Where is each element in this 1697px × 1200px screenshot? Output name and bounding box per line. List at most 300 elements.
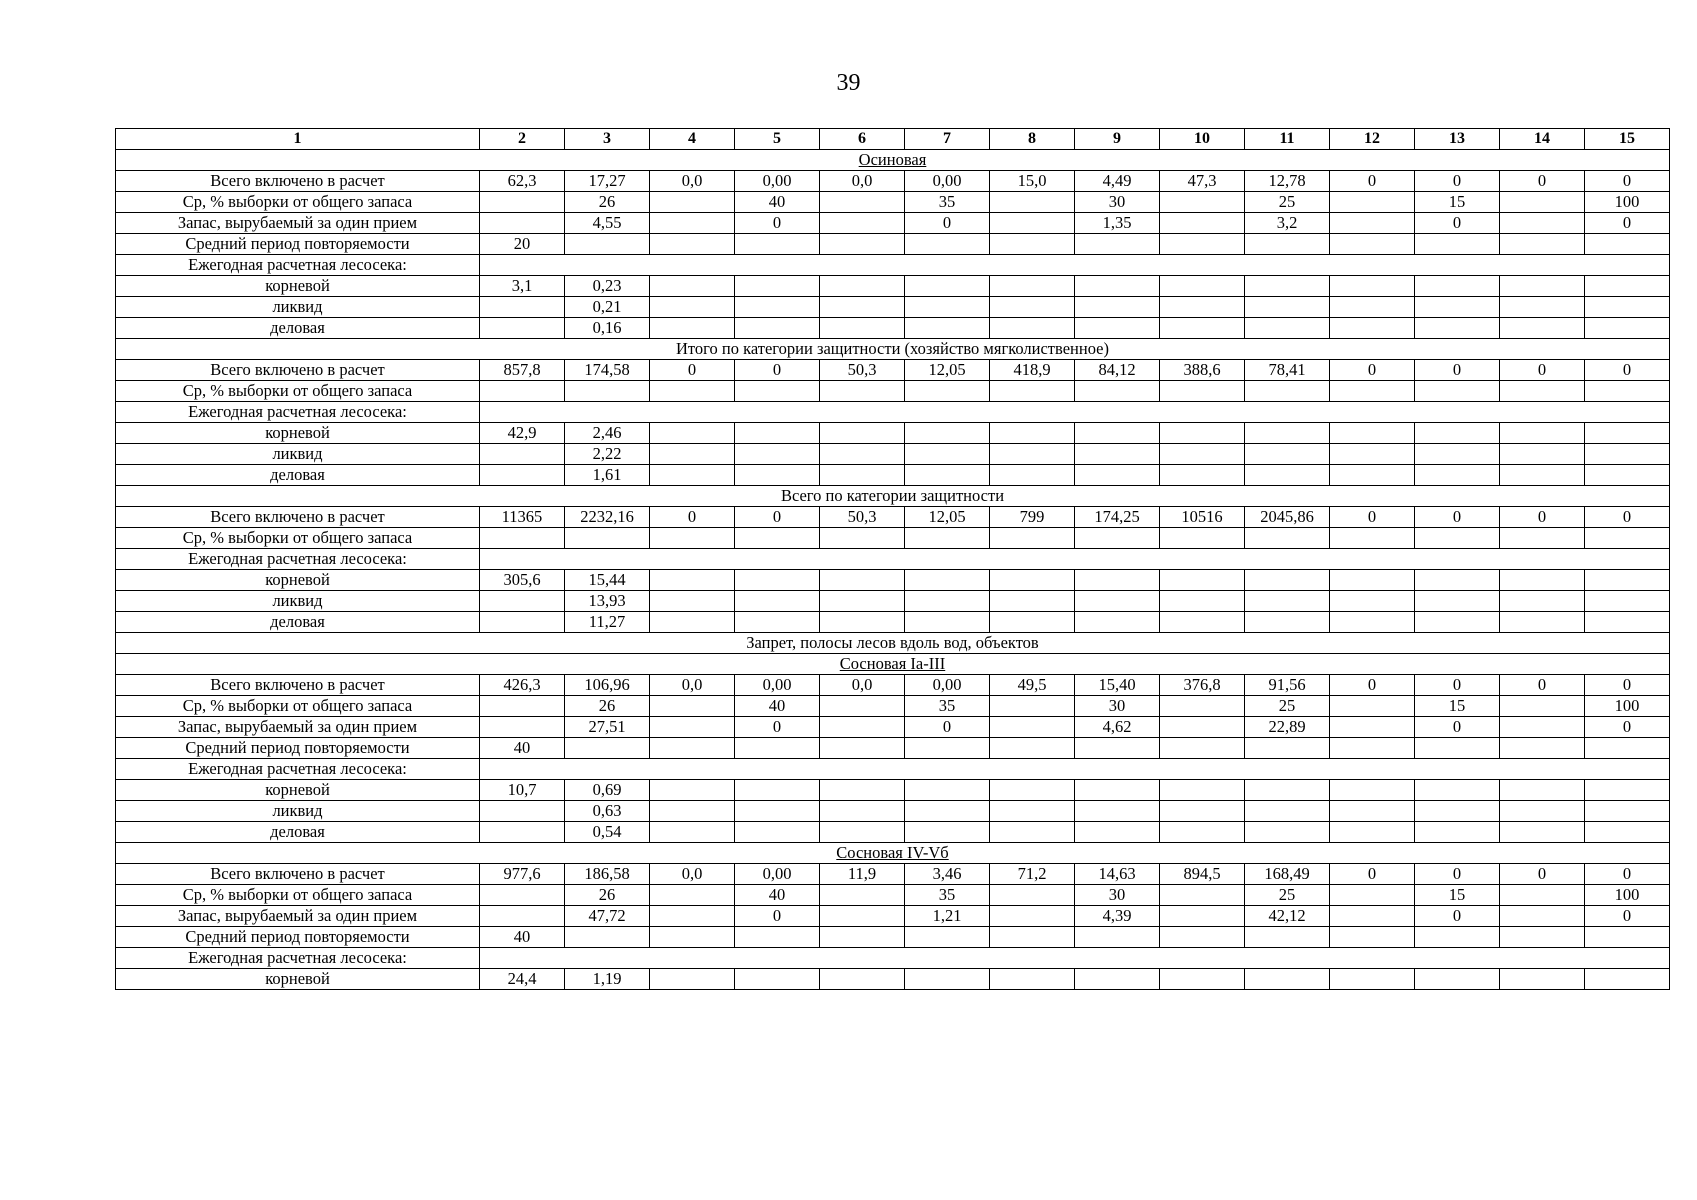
row-label-cell: деловая [116,318,480,339]
value-cell: 977,6 [480,864,565,885]
value-cell [650,717,735,738]
value-cell: 12,05 [905,507,990,528]
value-cell [1330,465,1415,486]
value-cell: 0 [1585,171,1670,192]
value-cell: 0 [735,213,820,234]
value-cell: 168,49 [1245,864,1330,885]
value-cell: 0,00 [735,171,820,192]
value-cell [1500,570,1585,591]
value-cell: 0 [1500,864,1585,885]
value-cell [1330,381,1415,402]
row-label-cell: корневой [116,276,480,297]
value-cell [1585,612,1670,633]
table-row [116,318,1670,339]
section-header-row [116,486,1670,507]
value-cell: 0,0 [820,171,905,192]
value-cell: 50,3 [820,507,905,528]
column-number-cell: 15 [1585,129,1670,150]
section-title-cell [116,843,1670,864]
value-cell [1415,612,1500,633]
value-cell [1500,591,1585,612]
value-cell [905,381,990,402]
value-cell [735,465,820,486]
value-cell: 0 [1585,675,1670,696]
value-cell [1160,213,1245,234]
value-cell: 0 [1500,507,1585,528]
value-cell: 0 [1415,360,1500,381]
value-cell: 25 [1245,696,1330,717]
row-label-cell: Всего включено в расчет [116,864,480,885]
value-cell: 0 [1500,360,1585,381]
value-cell [1160,591,1245,612]
value-cell [990,969,1075,990]
value-cell [480,612,565,633]
row-label-cell: Ежегодная расчетная лесосека: [116,948,480,969]
value-cell [1245,297,1330,318]
value-cell [1330,276,1415,297]
value-cell: 857,8 [480,360,565,381]
value-cell [820,276,905,297]
value-cell [1075,465,1160,486]
value-cell [990,696,1075,717]
value-cell: 15 [1415,885,1500,906]
value-cell [1330,969,1415,990]
value-cell [1330,801,1415,822]
table-row [116,969,1670,990]
value-cell [820,969,905,990]
value-cell [735,276,820,297]
value-cell [990,444,1075,465]
value-cell [905,423,990,444]
value-cell [820,801,905,822]
value-cell [650,465,735,486]
value-cell: 0,63 [565,801,650,822]
value-cell [820,318,905,339]
empty-span-cell [480,759,1670,780]
value-cell [650,297,735,318]
section-title: Запрет, полосы лесов вдоль вод, объектов [746,633,1039,652]
table-row [116,675,1670,696]
value-cell [1585,822,1670,843]
row-label-cell: деловая [116,612,480,633]
value-cell: 4,55 [565,213,650,234]
row-label-cell: ликвид [116,297,480,318]
column-number-cell: 14 [1500,129,1585,150]
value-cell [1500,276,1585,297]
value-cell [820,927,905,948]
value-cell: 62,3 [480,171,565,192]
value-cell: 0,0 [650,864,735,885]
value-cell [1245,528,1330,549]
value-cell [735,528,820,549]
value-cell [990,570,1075,591]
value-cell: 26 [565,192,650,213]
column-number-cell: 6 [820,129,905,150]
table-row [116,717,1670,738]
value-cell [1500,423,1585,444]
value-cell [990,591,1075,612]
value-cell [1160,276,1245,297]
value-cell: 15 [1415,696,1500,717]
value-cell: 0 [1585,906,1670,927]
value-cell [735,612,820,633]
value-cell [1585,234,1670,255]
value-cell: 0 [1330,507,1415,528]
value-cell [820,234,905,255]
value-cell [905,444,990,465]
value-cell [735,591,820,612]
value-cell: 0 [1500,675,1585,696]
value-cell: 388,6 [1160,360,1245,381]
value-cell: 12,05 [905,360,990,381]
value-cell [480,318,565,339]
value-cell [990,612,1075,633]
value-cell [1330,591,1415,612]
value-cell [1160,423,1245,444]
value-cell: 15 [1415,192,1500,213]
value-cell [820,192,905,213]
row-label-cell: Всего включено в расчет [116,507,480,528]
value-cell: 0 [650,360,735,381]
value-cell [480,801,565,822]
value-cell: 0 [735,507,820,528]
row-label-cell: корневой [116,570,480,591]
value-cell: 30 [1075,696,1160,717]
column-number-cell: 1 [116,129,480,150]
row-label-cell: деловая [116,465,480,486]
value-cell: 0,0 [650,675,735,696]
value-cell [990,927,1075,948]
value-cell [820,612,905,633]
row-label-cell: Средний период повторяемости [116,234,480,255]
value-cell [735,969,820,990]
value-cell [820,885,905,906]
value-cell [480,465,565,486]
value-cell [650,906,735,927]
section-header-row [116,339,1670,360]
value-cell: 100 [1585,885,1670,906]
value-cell [565,528,650,549]
value-cell [650,570,735,591]
value-cell [1075,276,1160,297]
value-cell: 0,23 [565,276,650,297]
column-number-cell: 7 [905,129,990,150]
value-cell: 0 [905,213,990,234]
value-cell [1245,738,1330,759]
value-cell [480,591,565,612]
value-cell [1585,318,1670,339]
annual-cut-label-row [116,402,1670,423]
value-cell [735,234,820,255]
column-number-cell: 13 [1415,129,1500,150]
value-cell [1330,570,1415,591]
column-number-cell: 11 [1245,129,1330,150]
value-cell [1415,570,1500,591]
row-label-cell: корневой [116,780,480,801]
value-cell [1500,822,1585,843]
value-cell: 426,3 [480,675,565,696]
value-cell: 10516 [1160,507,1245,528]
value-cell [735,318,820,339]
value-cell: 0 [905,717,990,738]
value-cell [1075,612,1160,633]
value-cell [1585,927,1670,948]
table-row [116,780,1670,801]
row-label-cell: Запас, вырубаемый за один прием [116,906,480,927]
value-cell [1075,234,1160,255]
value-cell [1585,969,1670,990]
value-cell [1330,192,1415,213]
value-cell [905,276,990,297]
value-cell [1160,927,1245,948]
value-cell [1585,423,1670,444]
value-cell: 0 [1415,864,1500,885]
table-row [116,738,1670,759]
value-cell [1415,297,1500,318]
value-cell [480,381,565,402]
value-cell [1415,465,1500,486]
value-cell: 106,96 [565,675,650,696]
value-cell: 0,0 [820,675,905,696]
value-cell [480,444,565,465]
value-cell [1500,696,1585,717]
value-cell [1500,465,1585,486]
value-cell [1245,381,1330,402]
value-cell: 0 [735,360,820,381]
value-cell: 305,6 [480,570,565,591]
value-cell [650,381,735,402]
value-cell [650,822,735,843]
value-cell [1415,381,1500,402]
value-cell [1245,318,1330,339]
value-cell: 0 [1585,717,1670,738]
value-cell [1585,528,1670,549]
value-cell [1330,906,1415,927]
value-cell [1075,738,1160,759]
value-cell: 100 [1585,192,1670,213]
value-cell [990,318,1075,339]
value-cell: 25 [1245,885,1330,906]
value-cell: 12,78 [1245,171,1330,192]
value-cell [735,927,820,948]
value-cell [1500,927,1585,948]
section-title-cell [116,339,1670,360]
value-cell [650,192,735,213]
value-cell [1585,801,1670,822]
row-label-cell: Ежегодная расчетная лесосека: [116,402,480,423]
value-cell [990,738,1075,759]
value-cell [905,318,990,339]
value-cell: 0,00 [905,171,990,192]
value-cell [1160,234,1245,255]
row-label-cell: деловая [116,822,480,843]
value-cell [820,570,905,591]
value-cell [820,297,905,318]
value-cell: 174,58 [565,360,650,381]
value-cell [1415,927,1500,948]
value-cell: 40 [735,885,820,906]
value-cell [1330,213,1415,234]
value-cell [1160,318,1245,339]
value-cell [1415,591,1500,612]
value-cell [1075,444,1160,465]
value-cell [905,738,990,759]
value-cell: 30 [1075,192,1160,213]
table-row [116,423,1670,444]
value-cell [480,906,565,927]
value-cell [1500,234,1585,255]
value-cell [1330,528,1415,549]
value-cell [1160,801,1245,822]
empty-span-cell [480,402,1670,423]
value-cell [1415,423,1500,444]
section-title: Всего по категории защитности [780,486,1005,505]
value-cell: 24,4 [480,969,565,990]
row-label-cell: ликвид [116,591,480,612]
value-cell [650,780,735,801]
annual-cut-label-row [116,255,1670,276]
value-cell: 0,00 [905,675,990,696]
value-cell [990,822,1075,843]
table-row [116,570,1670,591]
value-cell: 0,00 [735,864,820,885]
value-cell [480,696,565,717]
value-cell [1160,612,1245,633]
value-cell [1500,213,1585,234]
value-cell [1585,738,1670,759]
value-cell: 0 [1415,906,1500,927]
table-row [116,696,1670,717]
value-cell [990,297,1075,318]
value-cell [1330,822,1415,843]
value-cell [1160,885,1245,906]
value-cell: 20 [480,234,565,255]
row-label-cell: ликвид [116,444,480,465]
value-cell [990,213,1075,234]
value-cell: 0 [1330,864,1415,885]
value-cell [1245,234,1330,255]
column-number-cell: 5 [735,129,820,150]
row-label-cell: Запас, вырубаемый за один прием [116,213,480,234]
value-cell: 2045,86 [1245,507,1330,528]
value-cell [1500,801,1585,822]
value-cell: 3,2 [1245,213,1330,234]
empty-span-cell [480,255,1670,276]
value-cell [1415,738,1500,759]
value-cell: 4,39 [1075,906,1160,927]
column-number-cell: 4 [650,129,735,150]
value-cell: 0,69 [565,780,650,801]
value-cell: 3,1 [480,276,565,297]
value-cell: 0 [1330,360,1415,381]
value-cell [1415,444,1500,465]
value-cell: 418,9 [990,360,1075,381]
value-cell [990,234,1075,255]
value-cell [905,969,990,990]
value-cell [650,318,735,339]
value-cell [480,528,565,549]
value-cell [735,801,820,822]
table-row [116,171,1670,192]
value-cell [1330,696,1415,717]
table-row [116,822,1670,843]
value-cell: 78,41 [1245,360,1330,381]
value-cell [1330,738,1415,759]
value-cell [1245,801,1330,822]
section-title-cell [116,654,1670,675]
value-cell [1585,591,1670,612]
column-number-cell: 12 [1330,129,1415,150]
value-cell [735,738,820,759]
value-cell [1500,906,1585,927]
value-cell [1500,192,1585,213]
value-cell: 84,12 [1075,360,1160,381]
value-cell [1160,780,1245,801]
value-cell [1245,612,1330,633]
value-cell: 40 [480,738,565,759]
column-number-cell: 9 [1075,129,1160,150]
value-cell [1415,780,1500,801]
row-label-cell: Ср, % выборки от общего запаса [116,381,480,402]
column-number-cell: 2 [480,129,565,150]
value-cell [820,780,905,801]
value-cell: 0,00 [735,675,820,696]
table-row [116,213,1670,234]
value-cell [735,822,820,843]
value-cell: 40 [735,192,820,213]
value-cell [1075,528,1160,549]
value-cell: 0 [1415,213,1500,234]
table-row [116,444,1670,465]
value-cell [820,444,905,465]
value-cell: 0,54 [565,822,650,843]
value-cell: 15,0 [990,171,1075,192]
value-cell [1245,276,1330,297]
section-header-row [116,843,1670,864]
value-cell: 35 [905,885,990,906]
value-cell: 0 [735,906,820,927]
empty-span-cell [480,948,1670,969]
value-cell [650,423,735,444]
value-cell [1500,318,1585,339]
table-row [116,927,1670,948]
value-cell [1160,696,1245,717]
value-cell: 186,58 [565,864,650,885]
value-cell [1075,927,1160,948]
table-row [116,381,1670,402]
value-cell [735,297,820,318]
value-cell [1160,192,1245,213]
row-label-cell: корневой [116,423,480,444]
value-cell: 1,19 [565,969,650,990]
row-label-cell: корневой [116,969,480,990]
value-cell [1585,465,1670,486]
value-cell [480,822,565,843]
value-cell: 47,3 [1160,171,1245,192]
value-cell [1500,297,1585,318]
value-cell [905,570,990,591]
value-cell: 1,21 [905,906,990,927]
value-cell [1500,738,1585,759]
table-row [116,507,1670,528]
value-cell [820,738,905,759]
value-cell [1075,423,1160,444]
value-cell [1415,822,1500,843]
section-title-cell [116,633,1670,654]
value-cell [990,801,1075,822]
value-cell [820,381,905,402]
value-cell: 0 [1415,675,1500,696]
